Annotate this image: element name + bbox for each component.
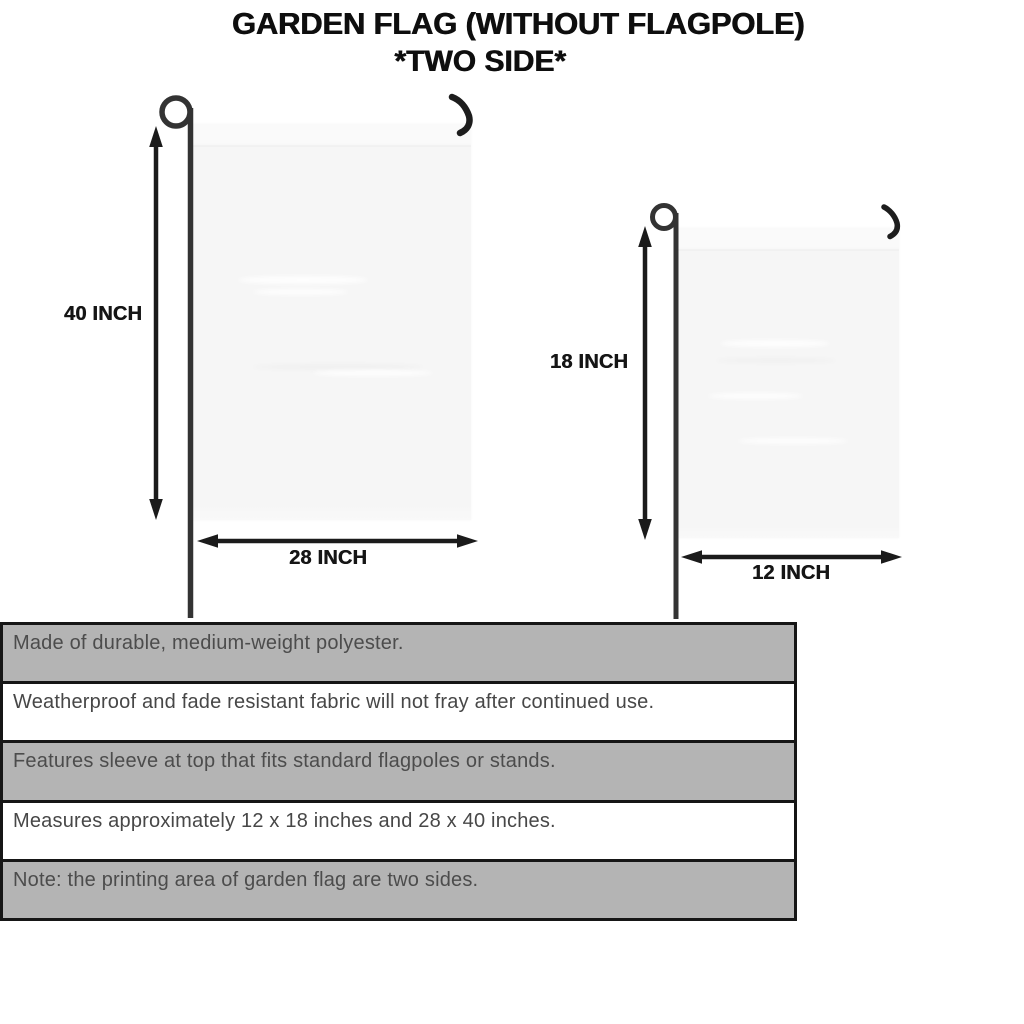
- feature-row-note: Note: the printing area of garden flag are two sides.: [3, 862, 794, 918]
- fold-crease: [238, 276, 368, 284]
- feature-row-sleeve: Features sleeve at top that fits standard flagpoles or stands.: [3, 743, 794, 802]
- large-flag-width-arrow: [197, 534, 478, 548]
- title-line-1: GARDEN FLAG (WITHOUT FLAGPOLE): [231, 6, 805, 41]
- page-title: [0, 4, 1024, 80]
- small-flag-pole: [653, 206, 677, 620]
- fold-crease: [720, 340, 830, 347]
- small-flag-sleeve-seam: [678, 249, 899, 251]
- large-flag-height-arrow: [149, 126, 163, 520]
- large-flag-fabric: [193, 124, 471, 520]
- feature-row-measures: Measures approximately 12 x 18 inches and 28 x 40 inches.: [3, 803, 794, 862]
- fold-crease: [738, 438, 848, 444]
- fold-crease: [708, 393, 803, 399]
- small-flag-fabric: [678, 228, 899, 538]
- small-flag-width-label: 12 INCH: [751, 562, 831, 584]
- features-table: [0, 622, 797, 921]
- fold-crease: [253, 289, 348, 295]
- title-line-2: *TWO SIDE*: [394, 45, 566, 78]
- large-flag-pole: [162, 98, 191, 618]
- feature-row-weatherproof: Weatherproof and fade resistant fabric will not fray after continued use.: [3, 684, 794, 743]
- small-flag-height-label: 18 INCH: [549, 351, 628, 373]
- small-flag-height-arrow: [638, 226, 652, 540]
- large-flag-sleeve-seam: [193, 145, 471, 147]
- large-flag-height-label: 40 INCH: [63, 303, 142, 325]
- feature-row-material: Made of durable, medium-weight polyester.: [3, 625, 794, 684]
- fold-crease: [313, 370, 433, 376]
- large-flag-width-label: 28 INCH: [288, 547, 368, 569]
- fold-crease: [716, 358, 836, 363]
- fold-crease: [253, 364, 423, 370]
